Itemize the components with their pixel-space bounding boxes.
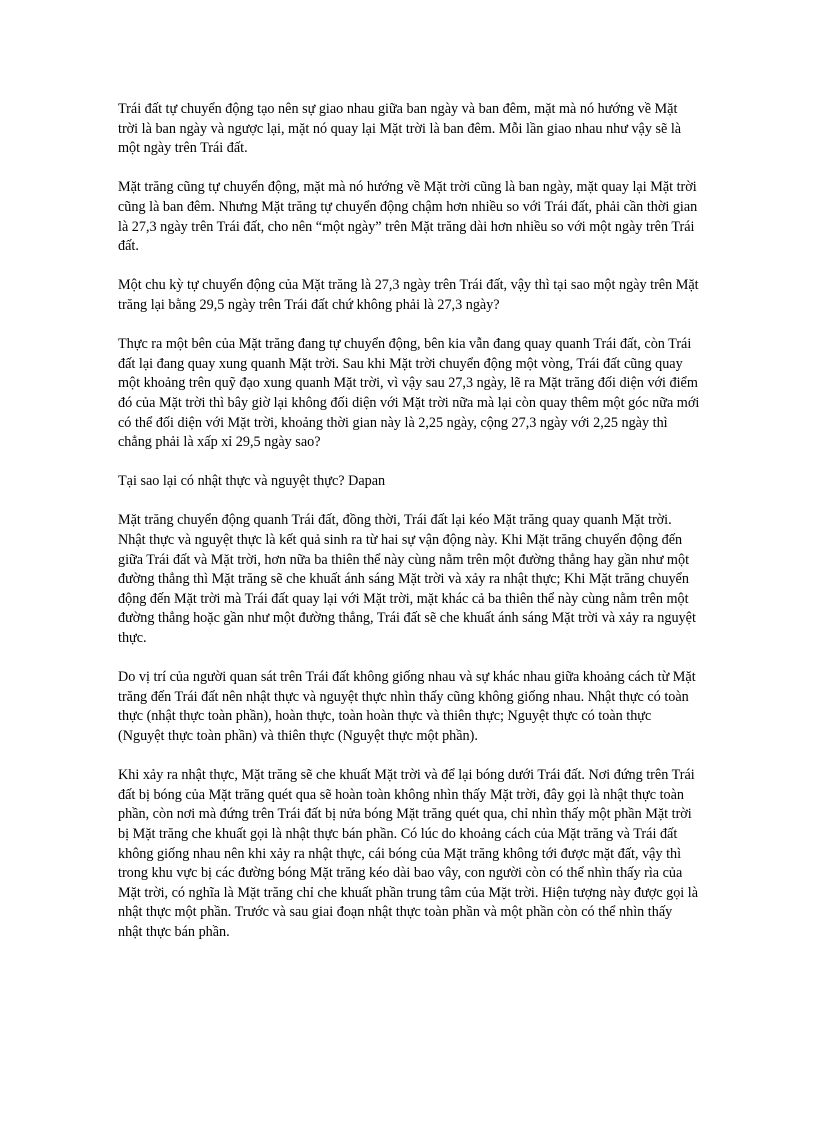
- paragraph-earth-rotation: Trái đất tự chuyển động tạo nên sự giao nhau giữa ban ngày và ban đêm, mặt mà nó hướng về Mặt trời là ban ngày và ngược lại, mặt nó quay lại Mặt trời là ban đêm. Mỗi lần giao nhau như vậy sẽ là một ngày trên Trái đất.: [118, 101, 682, 157]
- paragraph-eclipse-types: Do vị trí của người quan sát trên Trái đất không giống nhau và sự khác nhau giữa khoảng cách từ Mặt trăng đến Trái đất nên nhật thực và nguyệt thực nhìn thấy cũng không giống nhau. Nhật thực có toàn thực (nhật thực toàn phần), hoàn thực, toàn hoàn thực và thiên thực; Nguyệt thực có toàn thực (Nguyệt thực toàn phần) và thiên thực (Nguyệt thực một phần).: [118, 669, 696, 744]
- paragraph-solar-eclipse-detail: Khi xảy ra nhật thực, Mặt trăng sẽ che khuất Mặt trời và để lại bóng dưới Trái đất. Nơi đứng trên Trái đất bị bóng của Mặt trăng quét qua sẽ hoàn toàn không nhìn thấy Mặt trời, đây gọi là nhật thực toàn phần, còn nơi mà đứng trên Trái đất bị nửa bóng Mặt trăng quét qua, chỉ nhìn thấy một phần Mặt trời bị Mặt trăng che khuất gọi là nhật thực bán phần. Có lúc do khoảng cách của Mặt trăng và Trái đất không giống nhau nên khi xảy ra nhật thực, cái bóng của Mặt trăng không tới được mặt đất, vậy thì trong khu vực bị các đường bóng Mặt trăng kéo dài bao vây, con người còn có thể nhìn thấy rìa của Mặt trời, có nghĩa là Mặt trăng chỉ che khuất phần trung tâm của Mặt trời. Hiện tượng này được gọi là nhật thực một phần. Trước và sau giai đoạn nhật thực toàn phần và một phần còn có thể nhìn thấy nhật thực bán phần.: [118, 767, 699, 940]
- paragraph-moon-rotation: Mặt trăng cũng tự chuyển động, mặt mà nó hướng về Mặt trời cũng là ban ngày, mặt quay lại Mặt trời cũng là ban đêm. Nhưng Mặt trăng tự chuyển động chậm hơn nhiều so với Trái đất, phải cần thời gian là 27,3 ngày trên Trái đất, cho nên “một ngày” trên Mặt trăng dài hơn nhiều so với một ngày trên Trái đất.: [118, 179, 698, 255]
- paragraph-eclipse-cause: Mặt trăng chuyển động quanh Trái đất, đồng thời, Trái đất lại kéo Mặt trăng quay quanh Mặt trời. Nhật thực và nguyệt thực là kết quả sinh ra từ hai sự vận động này. Khi Mặt trăng chuyển động đến giữa Trái đất và Mặt trời, hơn nữa ba thiên thể này cùng nằm trên một đường thẳng hay gần như một đường thẳng thì Mặt trăng sẽ che khuất ánh sáng Mặt trời và xảy ra nhật thực; Khi Mặt trăng chuyển động đến Mặt trời mà Trái đất quay lại với Mặt trời, mặt khác cả ba thiên thể này cùng nằm trên một đường thẳng hoặc gần như một đường thẳng, Trái đất sẽ che khuất ánh sáng Mặt trời và xảy ra nguyệt thực.: [118, 512, 696, 647]
- document-body: [118, 100, 700, 962]
- paragraph-lunar-day-explanation: Thực ra một bên của Mặt trăng đang tự chuyển động, bên kia vẫn đang quay quanh Trái đất, còn Trái đất lại đang quay xung quanh Mặt trời. Sau khi Mặt trời chuyển động một vòng, Trái đất cũng quay một khoảng trên quỹ đạo xung quanh Mặt trời, vì vậy sau 27,3 ngày, lẽ ra Mặt trăng đối diện với điểm đó của Mặt trời thì bây giờ lại không đối diện với Mặt trời nữa mà lại còn quay thêm một góc nữa mới có thể đối diện với Mặt trời, khoảng thời gian này là 2,25 ngày, cộng 27,3 ngày với 2,25 ngày thì chẳng phải là xấp xỉ 29,5 ngày sao?: [118, 336, 700, 451]
- section-heading-eclipse: Tại sao lại có nhật thực và nguyệt thực? Dapan: [118, 473, 386, 490]
- paragraph-lunar-day-question: Một chu kỳ tự chuyển động của Mặt trăng là 27,3 ngày trên Trái đất, vậy thì tại sao một ngày trên Mặt trăng lại bằng 29,5 ngày trên Trái đất chứ không phải là 27,3 ngày?: [118, 277, 699, 313]
